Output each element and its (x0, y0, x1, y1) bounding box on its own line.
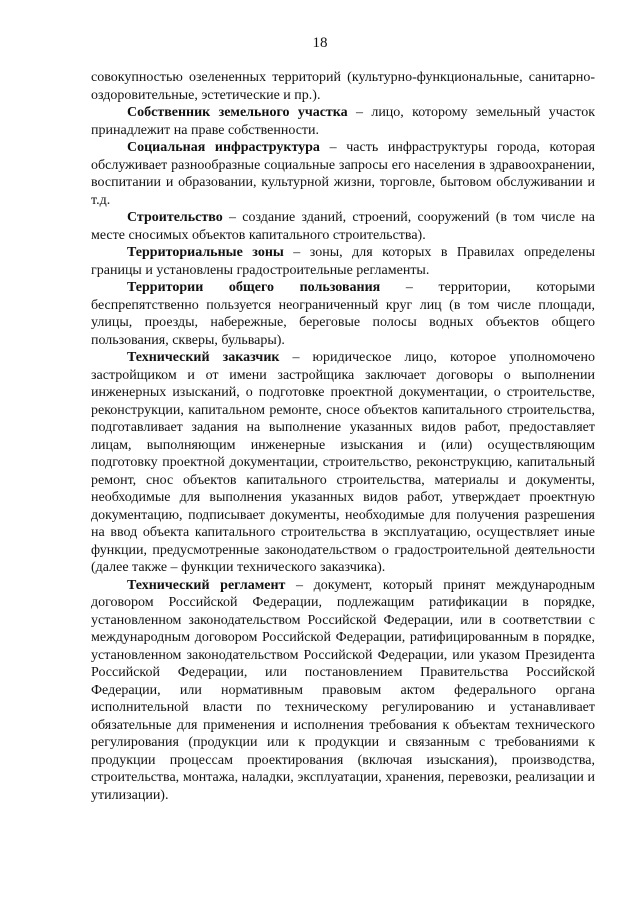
term-social-infrastructure: Социальная инфраструктура (127, 140, 320, 155)
definition-text: – создание зданий, строений, сооружений (в том числе на месте сносимых объектов капитального строительства). (91, 210, 595, 243)
term-territorial-zones: Территориальные зоны (127, 245, 284, 260)
definition-territorial-zones (91, 244, 595, 279)
term-public-territories: Территории общего пользования (127, 280, 381, 295)
definition-construction (91, 209, 595, 244)
paragraph-continuation (91, 69, 595, 104)
definition-land-owner (91, 104, 595, 139)
definition-technical-regulation (91, 577, 595, 805)
term-construction: Строительство (127, 210, 223, 225)
page-number: 18 (312, 35, 328, 51)
definition-public-territories (91, 279, 595, 349)
document-body (91, 69, 595, 804)
term-land-owner: Собственник земельного участка (127, 105, 348, 120)
definition-text: – территории, которыми беспрепятственно пользуется неограниченный круг лиц (в том числе площади, улицы, проезды, набережные, береговые полосы водных объектов общего пользования, скверы, бульвары). (91, 280, 595, 348)
term-technical-customer: Технический заказчик (127, 350, 280, 365)
definition-text: – лицо, которому земельный участок принадлежит на праве собственности. (91, 105, 595, 138)
definition-text: – зоны, для которых в Правилах определены границы и установлены градостроительные регламенты. (91, 245, 595, 278)
definition-social-infrastructure (91, 139, 595, 209)
definition-text: – юридическое лицо, которое уполномочено застройщиком и от имени застройщика заключает договоры о выполнении инженерных изысканий, о подготовке проектной документации, о строительстве, реконструкции, капитальном ремонте, сносе объектов капитального строительства, подготавливает задания на выполнение указанных видов работ, предоставляет лицам, выполняющим инженерные изыскания и (или) осуществляющим подготовку проектной документации, строительство, реконструкцию, капитальный ремонт, снос объектов капитального строительства, материалы и документы, необходимые для выполнения указанных видов работ, утверждает проектную документацию, подписывает документы, необходимые для получения разрешения на ввод объекта капитального строительства в эксплуатацию, осуществляет иные функции, предусмотренные законодательством о градостроительной деятельности (далее также – функции технического заказчика). (91, 350, 595, 575)
term-technical-regulation: Технический регламент (127, 577, 286, 593)
definition-text: – документ, который принят международным договором Российской Федерации, подлежащим ратификации в порядке, установленном законодательством Российской Федерации, или в соответствии с международным договором Российской Федерации, ратифицированным в порядке, установленном законодательством Российской Федерации, или указом Президента Российской Федерации, или постановлением Правительства Российской Федерации, или нормативным правовым актом федерального органа исполнительной власти по техническому регулированию и устанавливает обязательные для применения и исполнения требования к объектам технического регулирования (продукции или к продукции и связанным с требованиями к продукции процессам проектирования (включая изыскания), производства, строительства, монтажа, наладки, эксплуатации, хранения, перевозки, реализации и утилизации). (91, 577, 596, 803)
definition-text: – часть инфраструктуры города, которая обслуживает разнообразные социальные запросы его населения в здравоохранении, воспитании и образовании, культурной жизни, торговле, бытовом обслуживании и т.д. (91, 140, 596, 208)
paragraph-text: совокупностью озелененных территорий (культурно-функциональные, санитарно-оздоровительные, эстетические и пр.). (91, 70, 595, 103)
definition-technical-customer (91, 349, 595, 577)
